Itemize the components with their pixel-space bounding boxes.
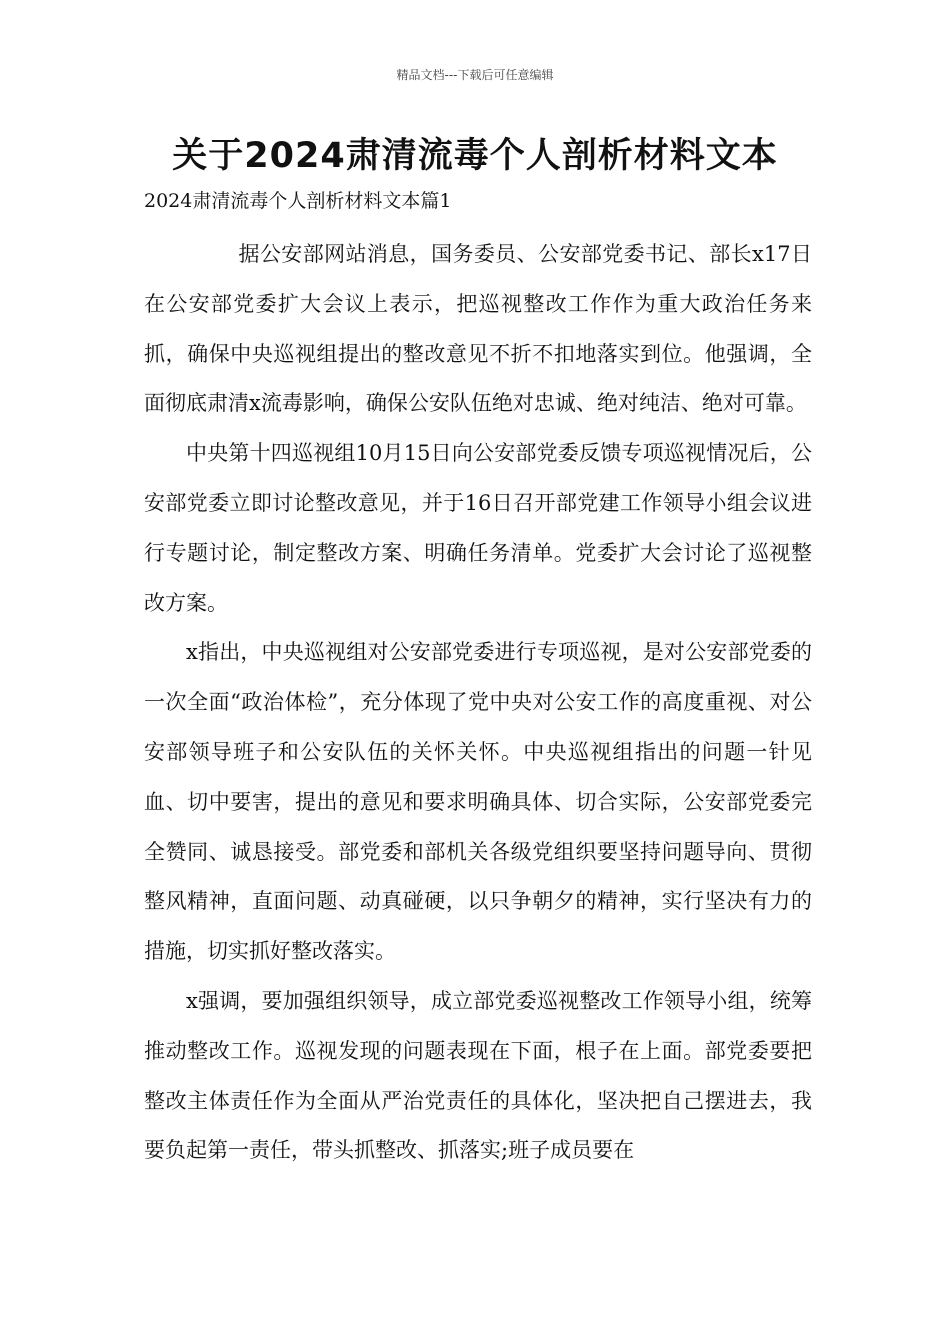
paragraph: x指出，中央巡视组对公安部党委进行专项巡视，是对公安部党委的一次全面“政治体检”，充分体现了党中央对公安工作的高度重视、对公安部领导班子和公安队伍的关怀关怀。中央巡视组指出的问题一针见血、切中要害，提出的意见和要求明确具体、切合实际，公安部党委完全赞同、诚恳接受。部党委和部机关各级党组织要坚持问题导向、贯彻整风精神，直面问题、动真碰硬，以只争朝夕的精神，实行坚决有力的措施，切实抓好整改落实。 bbox=[144, 640, 812, 964]
page-header: 精品文档---下载后可任意编辑 bbox=[396, 68, 554, 82]
document-title: 关于2024肃清流毒个人剖析材料文本 bbox=[172, 136, 778, 176]
paragraph: x强调，要加强组织领导，成立部党委巡视整改工作领导小组，统筹推动整改工作。巡视发现的问题表现在下面，根子在上面。部党委要把整改主体责任作为全面从严治党责任的具体化，坚决把自己摆进去，我要负起第一责任，带头抓整改、抓落实;班子成员要在 bbox=[144, 988, 812, 1163]
document-subtitle: 2024肃清流毒个人剖析材料文本篇1 bbox=[144, 190, 452, 212]
document-body bbox=[144, 230, 812, 1176]
paragraph: 据公安部网站消息，国务委员、公安部党委书记、部长x17日在公安部党委扩大会议上表示，把巡视整改工作作为重大政治任务来抓，确保中央巡视组提出的整改意见不折不扣地落实到位。他强调，全面彻底肃清x流毒影响，确保公安队伍绝对忠诚、绝对纯洁、绝对可靠。 bbox=[144, 242, 812, 416]
paragraph: 中央第十四巡视组10月15日向公安部党委反馈专项巡视情况后，公安部党委立即讨论整改意见，并于16日召开部党建工作领导小组会议进行专题讨论，制定整改方案、明确任务清单。党委扩大会讨论了巡视整改方案。 bbox=[144, 441, 812, 615]
